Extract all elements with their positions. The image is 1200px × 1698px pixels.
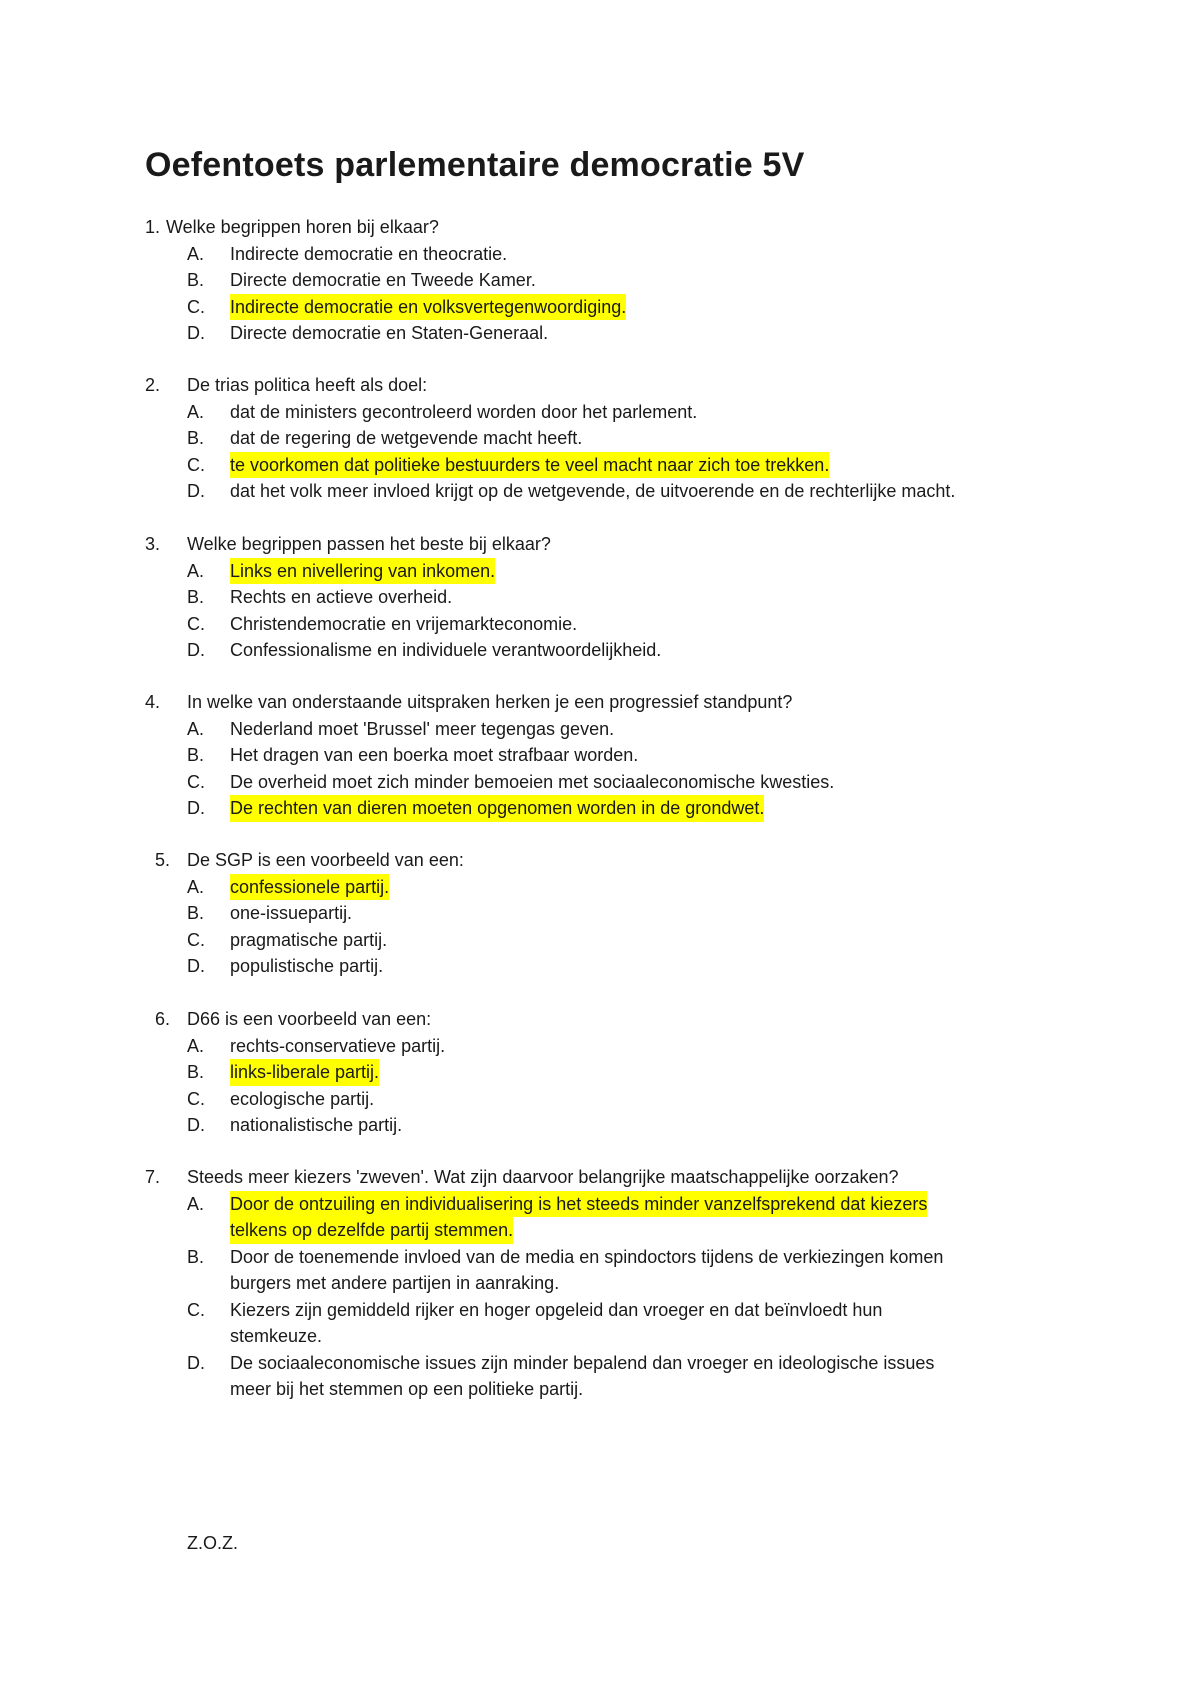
option-text-highlighted: De rechten van dieren moeten opgenomen worden in de grondwet.	[230, 795, 764, 822]
option-text-highlighted: Door de ontzuiling en individualisering is het steeds minder vanzelfsprekend dat kiezers	[230, 1191, 927, 1218]
option-letter: A.	[187, 1193, 205, 1214]
option-letter: D.	[187, 956, 205, 976]
answer-option-continuation	[0, 1270, 1200, 1297]
option-text: Kiezers zijn gemiddeld rijker en hoger opgeleid dan vroeger en dat beïnvloedt hun	[230, 1299, 883, 1320]
option-text: Nederland moet 'Brussel' meer tegengas geven.	[230, 718, 615, 739]
answer-option	[0, 611, 1200, 638]
option-letter: D.	[187, 640, 205, 660]
option-letter: B.	[187, 1062, 205, 1082]
question-6	[0, 1006, 1200, 1139]
option-text: one-issuepartij.	[230, 903, 353, 923]
page-turn-note: Z.O.Z.	[187, 1533, 238, 1553]
option-text: pragmatische partij.	[230, 929, 388, 950]
question-3	[0, 531, 1200, 664]
answer-option	[0, 1244, 1200, 1271]
question-text: De trias politica heeft als doel:	[187, 375, 428, 395]
option-letter: A.	[187, 718, 205, 739]
option-letter: B.	[187, 428, 205, 448]
question-2	[0, 372, 1200, 505]
answer-option-correct	[0, 795, 1200, 822]
answer-option-correct	[0, 452, 1200, 479]
option-text: rechts-conservatieve partij.	[230, 1035, 446, 1056]
answer-option	[0, 742, 1200, 769]
question-number: 4.	[145, 692, 161, 712]
question-number: 7.	[145, 1167, 161, 1187]
option-text: De overheid moet zich minder bemoeien met sociaaleconomische kwesties.	[230, 771, 835, 792]
question-text: D66 is een voorbeeld van een:	[187, 1009, 432, 1029]
option-letter: B.	[187, 903, 205, 923]
question-number: 1.	[145, 217, 161, 237]
answer-option	[0, 927, 1200, 954]
option-text: Het dragen van een boerka moet strafbaar worden.	[230, 745, 639, 765]
option-letter: C.	[187, 1299, 205, 1320]
answer-option	[0, 267, 1200, 294]
page-title: Oefentoets parlementaire democratie 5V	[145, 146, 805, 184]
option-letter: B.	[187, 587, 205, 607]
answer-option	[0, 1112, 1200, 1139]
option-letter: A.	[187, 401, 205, 422]
option-letter: A.	[187, 876, 205, 897]
question-text: Welke begrippen horen bij elkaar?	[166, 217, 439, 237]
option-text: nationalistische partij.	[230, 1115, 403, 1135]
option-letter: C.	[187, 771, 205, 792]
option-text: Indirecte democratie en theocratie.	[230, 243, 508, 264]
answer-option	[0, 241, 1200, 268]
option-letter: B.	[187, 1246, 205, 1267]
answer-option	[0, 320, 1200, 347]
option-text: burgers met andere partijen in aanraking.	[230, 1273, 560, 1293]
option-text: populistische partij.	[230, 956, 384, 976]
question-number: 6.	[155, 1009, 171, 1029]
option-text: dat het volk meer invloed krijgt op de wetgevende, de uitvoerende en de rechterlijke macht.	[230, 481, 956, 501]
answer-option-continuation	[0, 1323, 1200, 1350]
answer-option	[0, 953, 1200, 980]
option-text: meer bij het stemmen op een politieke partij.	[230, 1379, 584, 1399]
answer-option-correct	[0, 1059, 1200, 1086]
option-letter: B.	[187, 270, 205, 290]
option-letter: A.	[187, 560, 205, 581]
option-text-highlighted: confessionele partij.	[230, 874, 389, 901]
question-5	[0, 847, 1200, 980]
option-text: De sociaaleconomische issues zijn minder bepalend dan vroeger en ideologische issues	[230, 1352, 935, 1373]
option-text: Rechts en actieve overheid.	[230, 587, 453, 607]
option-text: dat de ministers gecontroleerd worden door het parlement.	[230, 401, 698, 422]
option-letter: C.	[187, 929, 205, 950]
option-text: Directe democratie en Tweede Kamer.	[230, 270, 536, 290]
option-text: dat de regering de wetgevende macht heeft.	[230, 428, 583, 448]
question-number: 5.	[155, 850, 171, 870]
question-number: 2.	[145, 375, 161, 395]
answer-option	[0, 478, 1200, 505]
question-4	[0, 689, 1200, 822]
answer-option	[0, 399, 1200, 426]
answer-option	[0, 584, 1200, 611]
option-letter: D.	[187, 1352, 205, 1373]
answer-option	[0, 425, 1200, 452]
option-letter: D.	[187, 798, 205, 818]
answer-option-continuation	[0, 1376, 1200, 1403]
question-number: 3.	[145, 534, 161, 554]
option-text: Confessionalisme en individuele verantwoordelijkheid.	[230, 640, 662, 660]
answer-option-continuation	[0, 1217, 1200, 1244]
option-text-highlighted: links-liberale partij.	[230, 1059, 379, 1086]
question-text: Steeds meer kiezers 'zweven'. Wat zijn daarvoor belangrijke maatschappelijke oorzaken?	[187, 1167, 899, 1187]
answer-option	[0, 1297, 1200, 1324]
answer-option	[0, 716, 1200, 743]
option-letter: A.	[187, 243, 205, 264]
option-letter: C.	[187, 454, 205, 475]
question-1	[0, 214, 1200, 347]
answer-option-correct	[0, 874, 1200, 901]
option-text: Door de toenemende invloed van de media en spindoctors tijdens de verkiezingen komen	[230, 1246, 944, 1267]
option-text-highlighted: Indirecte democratie en volksvertegenwoordiging.	[230, 294, 626, 321]
option-letter: D.	[187, 1115, 205, 1135]
option-text-highlighted: Links en nivellering van inkomen.	[230, 558, 495, 585]
answer-option-correct	[0, 558, 1200, 585]
answer-option	[0, 900, 1200, 927]
answer-option-correct	[0, 294, 1200, 321]
question-7	[0, 1164, 1200, 1403]
option-text: Christendemocratie en vrijemarkteconomie.	[230, 613, 578, 634]
option-text-highlighted: telkens op dezelfde partij stemmen.	[230, 1217, 513, 1244]
option-letter: C.	[187, 613, 205, 634]
question-text: De SGP is een voorbeeld van een:	[187, 850, 464, 870]
option-text-highlighted: te voorkomen dat politieke bestuurders te veel macht naar zich toe trekken.	[230, 452, 829, 479]
answer-option	[0, 1086, 1200, 1113]
answer-option-correct	[0, 1191, 1200, 1218]
option-letter: B.	[187, 745, 205, 765]
option-text: Directe democratie en Staten-Generaal.	[230, 323, 549, 343]
question-text: In welke van onderstaande uitspraken herken je een progressief standpunt?	[187, 692, 793, 712]
answer-option	[0, 1350, 1200, 1377]
answer-option	[0, 637, 1200, 664]
option-letter: C.	[187, 296, 205, 317]
option-text: stemkeuze.	[230, 1326, 323, 1346]
option-text: ecologische partij.	[230, 1088, 375, 1109]
answer-option	[0, 769, 1200, 796]
question-text: Welke begrippen passen het beste bij elkaar?	[187, 534, 551, 554]
option-letter: D.	[187, 323, 205, 343]
option-letter: A.	[187, 1035, 205, 1056]
option-letter: D.	[187, 481, 205, 501]
option-letter: C.	[187, 1088, 205, 1109]
answer-option	[0, 1033, 1200, 1060]
